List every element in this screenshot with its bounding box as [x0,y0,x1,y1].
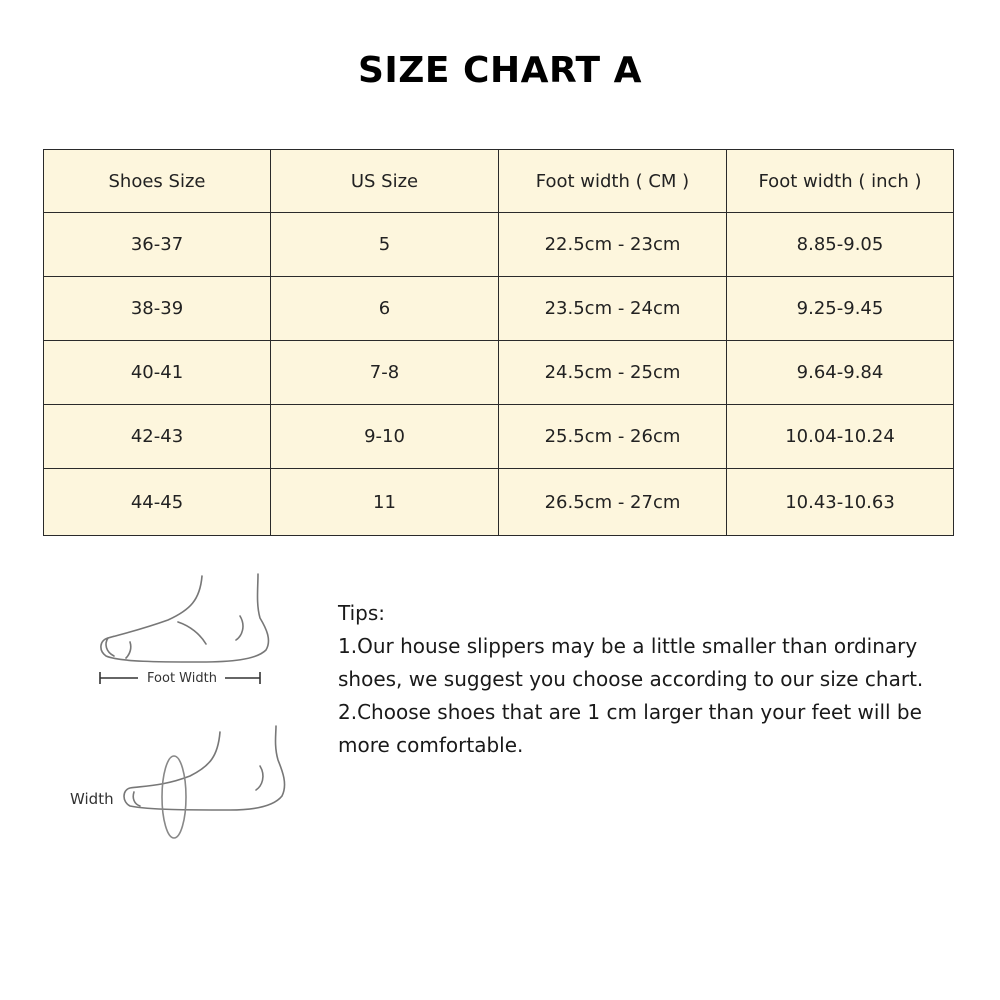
foot-side-drawing [101,574,269,662]
cell-foot-width-cm: 25.5cm - 26cm [499,405,727,469]
cell-foot-width-cm: 24.5cm - 25cm [499,341,727,405]
foot-measurement-illustration [60,570,300,850]
table-header-row [44,150,954,213]
cell-shoes-size: 44-45 [44,469,271,536]
cell-shoes-size: 42-43 [44,405,271,469]
page-title: SIZE CHART A [357,50,642,91]
cell-us-size: 6 [271,277,499,341]
cell-shoes-size: 36-37 [44,213,271,277]
cell-us-size: 11 [271,469,499,536]
tips-section [338,597,958,762]
cell-foot-width-inch: 10.04-10.24 [727,405,954,469]
cell-foot-width-cm: 26.5cm - 27cm [499,469,727,536]
cell-shoes-size: 40-41 [44,341,271,405]
cell-foot-width-cm: 23.5cm - 24cm [499,277,727,341]
table-row [44,277,954,341]
header-shoes-size: Shoes Size [44,150,271,213]
table-row [44,213,954,277]
cell-foot-width-inch: 8.85-9.05 [727,213,954,277]
table-row [44,469,954,536]
table-row [44,341,954,405]
cell-foot-width-inch: 10.43-10.63 [727,469,954,536]
tip-2: 2.Choose shoes that are 1 cm larger than your feet will be more comfortable. [338,700,922,757]
foot-circumference-drawing [124,726,285,810]
size-chart-table [43,149,954,536]
cell-foot-width-cm: 22.5cm - 23cm [499,213,727,277]
header-foot-width-cm: Foot width ( CM ) [499,150,727,213]
width-ring-icon [162,756,186,838]
cell-us-size: 9-10 [271,405,499,469]
header-us-size: US Size [271,150,499,213]
foot-width-label: Foot Width [147,671,217,686]
tip-1: 1.Our house slippers may be a little smaller than ordinary shoes, we suggest you choose according to our size chart. [338,634,924,691]
cell-foot-width-inch: 9.64-9.84 [727,341,954,405]
table-row [44,405,954,469]
cell-shoes-size: 38-39 [44,277,271,341]
cell-us-size: 7-8 [271,341,499,405]
cell-us-size: 5 [271,213,499,277]
header-foot-width-inch: Foot width ( inch ) [727,150,954,213]
width-label: Width [70,790,114,808]
cell-foot-width-inch: 9.25-9.45 [727,277,954,341]
tips-heading: Tips: [338,601,386,625]
